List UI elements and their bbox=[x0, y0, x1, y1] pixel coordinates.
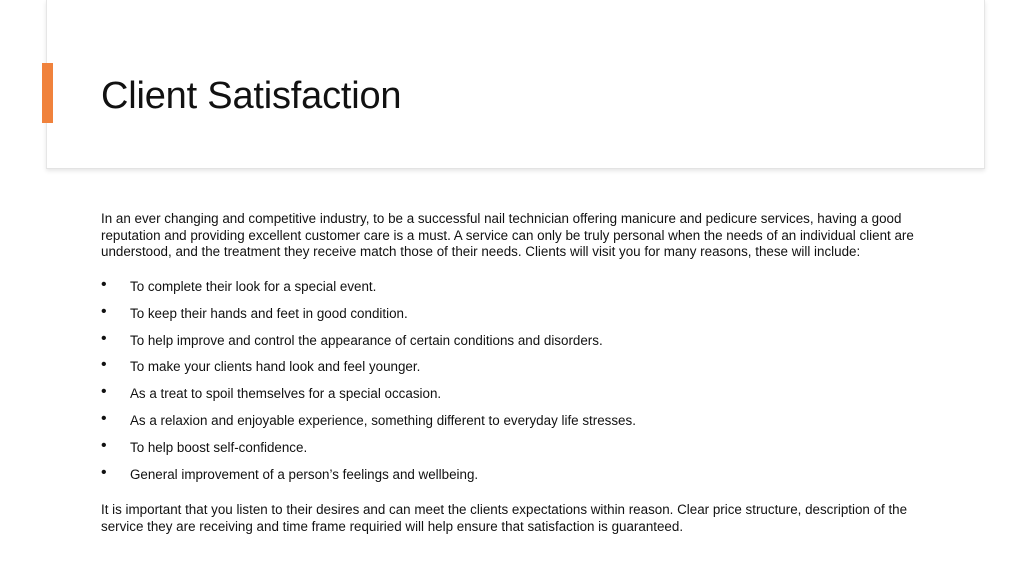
reasons-list bbox=[101, 278, 951, 492]
slide-title: Client Satisfaction bbox=[101, 75, 402, 117]
list-item-text: General improvement of a person’s feelings and wellbeing. bbox=[130, 466, 479, 482]
list-item bbox=[101, 358, 951, 385]
list-item-text: To keep their hands and feet in good condition. bbox=[130, 305, 408, 321]
bullet-icon: • bbox=[101, 302, 107, 320]
list-item bbox=[101, 329, 951, 359]
bullet-icon: • bbox=[101, 463, 107, 481]
list-item bbox=[101, 436, 951, 466]
list-item-text: To make your clients hand look and feel younger. bbox=[130, 359, 421, 375]
list-item bbox=[101, 278, 951, 305]
bullet-icon: • bbox=[101, 383, 107, 401]
bullet-icon: • bbox=[101, 436, 107, 454]
bullet-icon: • bbox=[101, 329, 107, 347]
list-item bbox=[101, 463, 951, 493]
list-item-text: To complete their look for a special event. bbox=[130, 279, 377, 294]
list-item bbox=[101, 409, 951, 439]
bullet-icon: • bbox=[101, 276, 107, 293]
list-item-text: To help boost self-confidence. bbox=[130, 439, 308, 455]
bullet-icon: • bbox=[101, 356, 107, 374]
intro-paragraph: In an ever changing and competitive industry, to be a successful nail technician offering manicure and pedicure services, having a good reputation and providing excellent customer care is a must. A service can only be truly personal when the needs of an individual client are understood, and the treatment they receive match those of their needs. Clients will visit you for many reasons, these will include: bbox=[101, 211, 914, 259]
list-item-text: As a relaxion and enjoyable experience, something different to everyday life stresses. bbox=[130, 412, 636, 428]
list-item-text: To help improve and control the appearance of certain conditions and disorders. bbox=[130, 332, 603, 348]
title-accent-bar bbox=[42, 63, 53, 123]
list-item-text: As a treat to spoil themselves for a special occasion. bbox=[130, 386, 442, 402]
closing-paragraph: It is important that you listen to their desires and can meet the clients expectations within reason. Clear price structure, description of the service they are receiving and time frame requiried will help ensure that satisfaction is guaranteed. bbox=[101, 502, 908, 534]
list-item bbox=[101, 302, 951, 332]
bullet-icon: • bbox=[101, 409, 107, 427]
list-item bbox=[101, 385, 951, 412]
